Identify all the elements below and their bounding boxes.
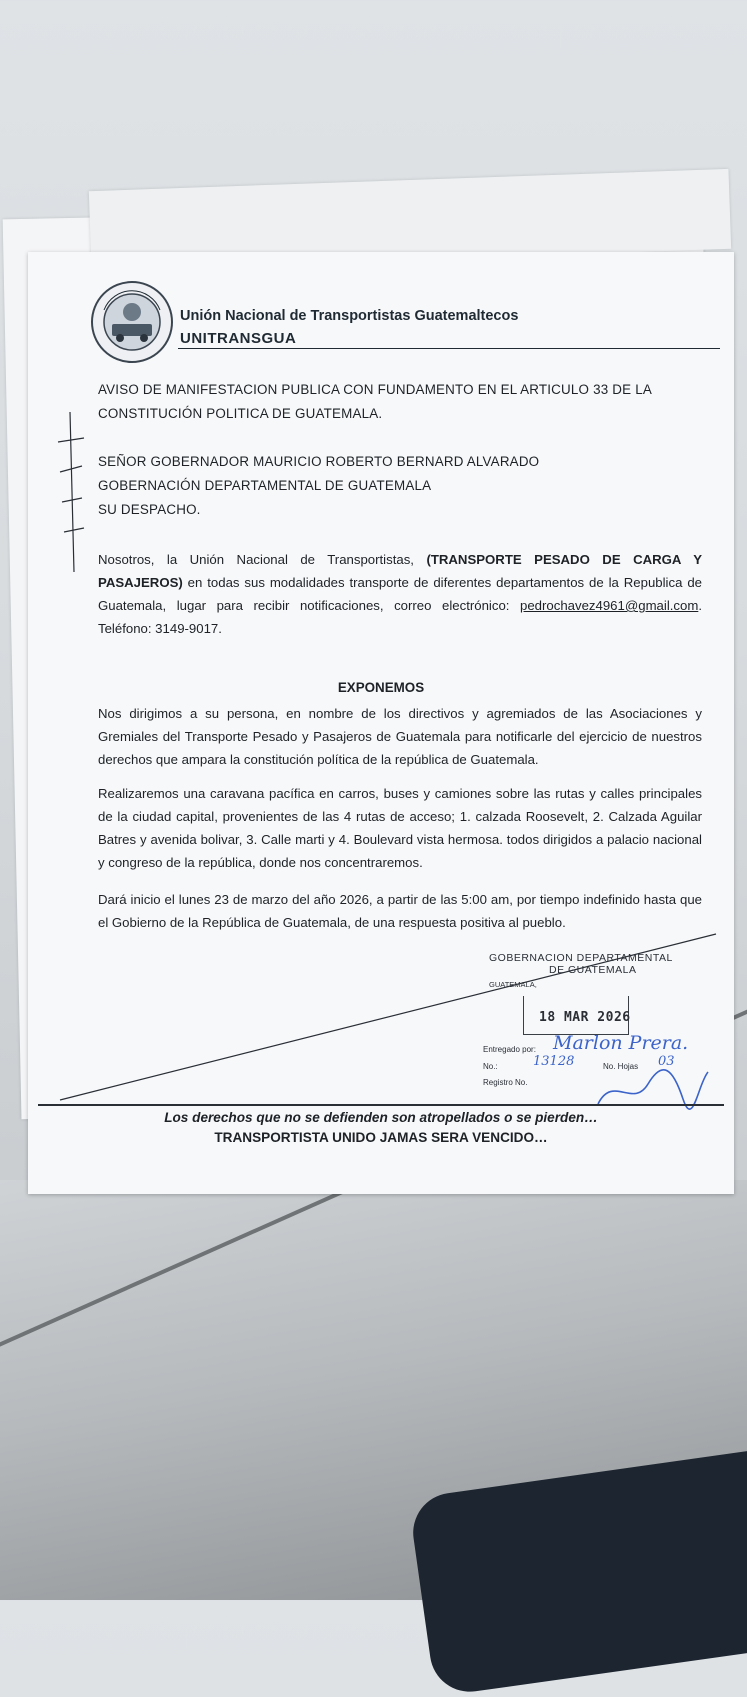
- stamp-city: GUATEMALA,: [489, 980, 537, 989]
- footer-motto-1: Los derechos que no se defienden son atropellados o se pierden…: [164, 1110, 598, 1125]
- stamp-received-label: Entregado por:: [483, 1045, 536, 1054]
- paragraph-2: Realizaremos una caravana pacífica en carros, buses y camiones sobre las rutas y calles principales de la ciudad capital, provenientes de las 4 rutas de acceso; 1. calzada Roosevelt, 2. Calzada Aguilar Batres y avenida bolivar, 3. Calle marti y 4. Boulevard vista hermosa. todos dirigidos a palacio nacional y congreso de la república, donde nos concentraremos.: [98, 786, 702, 870]
- addressee-line-2: GOBERNACIÓN DEPARTAMENTAL DE GUATEMALA: [98, 478, 432, 493]
- document-page: [28, 252, 734, 1194]
- stamp-registry-label: Registro No.: [483, 1078, 528, 1087]
- org-logo: [90, 280, 174, 364]
- email-link[interactable]: pedrochavez4961@gmail.com: [520, 598, 699, 613]
- stamp-number-value: 13128: [533, 1054, 575, 1069]
- stamp-office: GOBERNACION DEPARTAMENTAL DE GUATEMALA: [489, 952, 673, 976]
- stamp-sheets-value: 03: [658, 1054, 675, 1069]
- intro-paragraph: [98, 548, 702, 640]
- stamp-number-label: No.:: [483, 1062, 498, 1071]
- addressee-line-1: SEÑOR GOBERNADOR MAURICIO ROBERTO BERNARD ALVARADO: [98, 454, 540, 469]
- header-divider: [178, 348, 720, 349]
- footer-motto-2: TRANSPORTISTA UNIDO JAMAS SERA VENCIDO…: [214, 1130, 548, 1145]
- intro-rest: en todas sus modalidades transporte de diferentes departamentos de la Republica de Guatemala, lugar para recibir notificaciones, correo electrónico:: [98, 575, 702, 613]
- intro-bold: (TRANSPORTE PESADO DE CARGA Y PASAJEROS): [98, 552, 702, 590]
- stamp-received-name: Marlon Prera.: [553, 1032, 689, 1054]
- paragraph-3: Dará inicio el lunes 23 de marzo del año 2026, a partir de las 5:00 am, por tiempo indefinido hasta que el Gobierno de la República de Guatemala, de una respuesta positiva al pueblo.: [98, 892, 702, 930]
- org-acronym: UNITRANSGUA: [180, 330, 297, 347]
- title-line-1: AVISO DE MANIFESTACION PUBLICA CON FUNDAMENTO EN EL ARTICULO 33 DE LA: [98, 382, 653, 397]
- reception-stamp: [483, 952, 723, 1112]
- addressee-line-3: SU DESPACHO.: [98, 502, 201, 517]
- stamp-signature: [593, 1064, 713, 1114]
- intro-prefix: Nosotros, la Unión Nacional de Transportistas,: [98, 552, 427, 567]
- footer-divider: [38, 1104, 724, 1106]
- margin-initials: [52, 402, 92, 582]
- org-name: Unión Nacional de Transportistas Guatemaltecos: [180, 308, 519, 324]
- intro-phone: . Teléfono: 3149-9017.: [98, 598, 702, 636]
- title-line-2: CONSTITUCIÓN POLITICA DE GUATEMALA.: [98, 406, 383, 421]
- stamp-sheets-label: No. Hojas: [603, 1062, 639, 1071]
- paragraph-1: Nos dirigimos a su persona, en nombre de los directivos y agremiados de las Asociaciones y Gremiales del Transporte Pesado y Pasajeros de Guatemala para notificarle del ejercicio de nuestros derechos que ampara la constitución política de la república de Guatemala.: [98, 706, 702, 767]
- section-title: EXPONEMOS: [337, 680, 425, 695]
- stamp-date: 18 MAR 2026: [539, 1010, 631, 1025]
